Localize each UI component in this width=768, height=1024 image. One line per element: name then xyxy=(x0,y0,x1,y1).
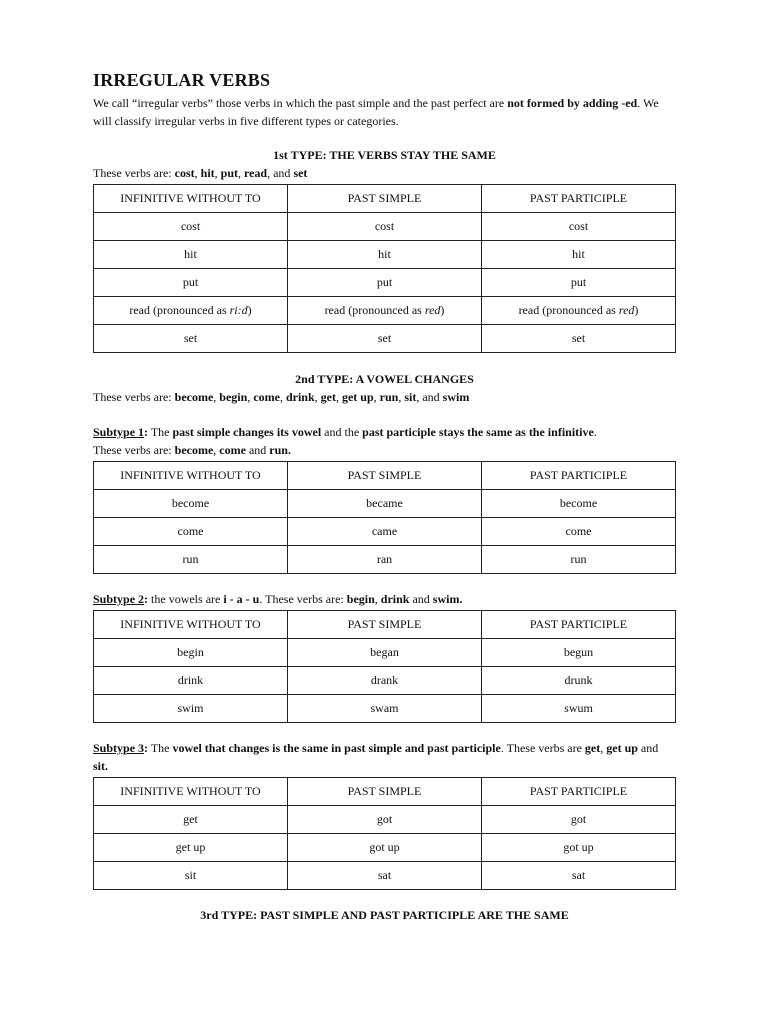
type3-heading: 3rd TYPE: PAST SIMPLE AND PAST PARTICIPLE ARE THE SAME xyxy=(200,908,569,922)
text: , xyxy=(600,741,607,755)
type2-heading: 2nd TYPE: A VOWEL CHANGES xyxy=(295,372,474,386)
col-past-simple-header: PAST SIMPLE xyxy=(288,462,482,490)
text: and xyxy=(409,592,433,606)
col-past-simple-header: PAST SIMPLE xyxy=(288,778,482,806)
verb-word: read xyxy=(244,166,268,180)
col-past-participle-header: PAST PARTICIPLE xyxy=(482,185,676,213)
pronunciation: red xyxy=(618,303,635,317)
subtype3-label: Subtype 3 xyxy=(93,741,145,755)
separator: , xyxy=(238,166,244,180)
table-cell: put xyxy=(482,269,676,297)
table-header-row xyxy=(94,778,676,806)
table-cell: became xyxy=(288,490,482,518)
table-cell: begin xyxy=(94,639,288,667)
table-cell: swam xyxy=(288,695,482,723)
type1-verbs-line xyxy=(93,164,676,182)
table-cell: got up xyxy=(288,834,482,862)
table-row xyxy=(94,213,676,241)
intro-bold: not formed by adding -ed xyxy=(507,96,638,110)
read-post: ) xyxy=(634,303,639,317)
table-cell xyxy=(94,297,288,325)
col-past-simple-header: PAST SIMPLE xyxy=(288,611,482,639)
verb-word: drink xyxy=(380,592,410,606)
col-infinitive-header: INFINITIVE WITHOUT TO xyxy=(94,778,288,806)
col-infinitive-header: INFINITIVE WITHOUT TO xyxy=(94,462,288,490)
table-cell: hit xyxy=(288,241,482,269)
verb-word: set xyxy=(293,166,308,180)
text: The xyxy=(148,425,173,439)
table-cell: cost xyxy=(288,213,482,241)
verb-word: get xyxy=(584,741,601,755)
table-cell: drank xyxy=(288,667,482,695)
table-row xyxy=(94,695,676,723)
verb-word: swim. xyxy=(432,592,463,606)
col-past-simple-header: PAST SIMPLE xyxy=(288,185,482,213)
subtype1-table xyxy=(93,461,676,574)
table-cell: hit xyxy=(94,241,288,269)
subtype2-label: Subtype 2 xyxy=(93,592,145,606)
table-cell: came xyxy=(288,518,482,546)
table-cell: run xyxy=(482,546,676,574)
col-past-participle-header: PAST PARTICIPLE xyxy=(482,462,676,490)
text: , xyxy=(213,443,220,457)
separator: , xyxy=(214,166,221,180)
table-cell: got up xyxy=(482,834,676,862)
table-header-row xyxy=(94,611,676,639)
table-row xyxy=(94,325,676,353)
verb-word: come xyxy=(253,390,280,404)
table-cell: got xyxy=(288,806,482,834)
table-header-row xyxy=(94,462,676,490)
text: and the xyxy=(321,425,363,439)
table-row xyxy=(94,518,676,546)
table-cell: become xyxy=(482,490,676,518)
intro-text: We call “irregular verbs” those verbs in which the past simple and the past perfect are xyxy=(93,96,508,110)
text: . These verbs are: xyxy=(259,592,347,606)
table-cell: become xyxy=(94,490,288,518)
table-cell: sat xyxy=(482,862,676,890)
table-row xyxy=(94,297,676,325)
separator: , xyxy=(194,166,201,180)
verb-word: sit. xyxy=(93,759,108,773)
table-cell: come xyxy=(482,518,676,546)
type1-verbs-prefix: These verbs are: xyxy=(93,166,175,180)
verb-word: become xyxy=(174,443,214,457)
subtype3-table xyxy=(93,777,676,890)
bold-text: past participle stays the same as the infinitive xyxy=(362,425,594,439)
colon: : xyxy=(144,741,149,755)
table-cell: run xyxy=(94,546,288,574)
verb-word: run. xyxy=(269,443,291,457)
text: These verbs are: xyxy=(93,443,175,457)
table-cell: drink xyxy=(94,667,288,695)
table-cell: swum xyxy=(482,695,676,723)
table-cell: began xyxy=(288,639,482,667)
table-cell: put xyxy=(94,269,288,297)
table-row xyxy=(94,269,676,297)
verb-word: get up xyxy=(341,390,374,404)
intro-paragraph xyxy=(93,94,676,130)
intro-text-end: . We will classify irregular verbs in five different types or categories. xyxy=(93,96,659,128)
text: and xyxy=(637,741,659,755)
table-header-row xyxy=(94,185,676,213)
pronunciation: ri:d xyxy=(229,303,248,317)
verb-word: begin xyxy=(346,592,375,606)
table-cell: get xyxy=(94,806,288,834)
table-cell: put xyxy=(288,269,482,297)
text: and xyxy=(245,443,270,457)
table-cell xyxy=(288,297,482,325)
subtype2-description xyxy=(93,590,676,608)
table-cell: drunk xyxy=(482,667,676,695)
read-pre: read (pronounced as xyxy=(129,303,230,317)
table-row xyxy=(94,546,676,574)
table-cell: set xyxy=(288,325,482,353)
table-row xyxy=(94,667,676,695)
subtype3-description xyxy=(93,739,676,775)
table-row xyxy=(94,834,676,862)
table-cell: cost xyxy=(94,213,288,241)
verb-word: sit xyxy=(404,390,417,404)
col-past-participle-header: PAST PARTICIPLE xyxy=(482,778,676,806)
table-cell: begun xyxy=(482,639,676,667)
subtype1-label: Subtype 1 xyxy=(93,425,145,439)
table-row xyxy=(94,241,676,269)
separator: , and xyxy=(267,166,294,180)
table-cell xyxy=(482,297,676,325)
type2-verbs-prefix: These verbs are: xyxy=(93,390,175,404)
verb-word: cost xyxy=(174,166,195,180)
table-row xyxy=(94,639,676,667)
text: , xyxy=(374,592,381,606)
page-title: IRREGULAR VERBS xyxy=(93,70,271,90)
table-row xyxy=(94,490,676,518)
table-cell: set xyxy=(94,325,288,353)
subtype1-description xyxy=(93,423,676,459)
table-cell: get up xyxy=(94,834,288,862)
table-row xyxy=(94,806,676,834)
verb-word: come xyxy=(219,443,246,457)
table-cell: ran xyxy=(288,546,482,574)
read-pre: read (pronounced as xyxy=(518,303,619,317)
text: . xyxy=(593,425,597,439)
table-row xyxy=(94,862,676,890)
table-cell: hit xyxy=(482,241,676,269)
pronunciation: red xyxy=(424,303,441,317)
table-cell: sit xyxy=(94,862,288,890)
bold-text: i - a - u xyxy=(223,592,260,606)
read-post: ) xyxy=(247,303,252,317)
col-infinitive-header: INFINITIVE WITHOUT TO xyxy=(94,185,288,213)
table-cell: set xyxy=(482,325,676,353)
subtype2-table xyxy=(93,610,676,723)
table-cell: cost xyxy=(482,213,676,241)
verb-word: swim xyxy=(442,390,470,404)
text: the vowels are xyxy=(148,592,224,606)
verb-word: run xyxy=(379,390,399,404)
read-pre: read (pronounced as xyxy=(324,303,425,317)
verb-word: become xyxy=(174,390,214,404)
colon: : xyxy=(144,592,149,606)
verb-word: put xyxy=(220,166,238,180)
text: . These verbs are xyxy=(500,741,585,755)
text: The xyxy=(148,741,173,755)
col-past-participle-header: PAST PARTICIPLE xyxy=(482,611,676,639)
document-page xyxy=(93,68,676,924)
type2-verbs-line: These verbs are: become, begin, come, drink, get, get up, run, sit, and swim xyxy=(93,390,470,404)
verb-word: begin xyxy=(219,390,248,404)
verb-word: hit xyxy=(200,166,215,180)
bold-text: vowel that changes is the same in past simple and past participle xyxy=(172,741,501,755)
table-cell: sat xyxy=(288,862,482,890)
table-cell: swim xyxy=(94,695,288,723)
type1-heading: 1st TYPE: THE VERBS STAY THE SAME xyxy=(273,148,496,162)
table-cell: come xyxy=(94,518,288,546)
col-infinitive-header: INFINITIVE WITHOUT TO xyxy=(94,611,288,639)
verb-word: drink xyxy=(285,390,315,404)
verb-word: get up xyxy=(606,741,638,755)
verb-word: get xyxy=(320,390,336,404)
bold-text: past simple changes its vowel xyxy=(172,425,322,439)
read-post: ) xyxy=(440,303,445,317)
type1-table xyxy=(93,184,676,353)
table-cell: got xyxy=(482,806,676,834)
colon: : xyxy=(144,425,149,439)
